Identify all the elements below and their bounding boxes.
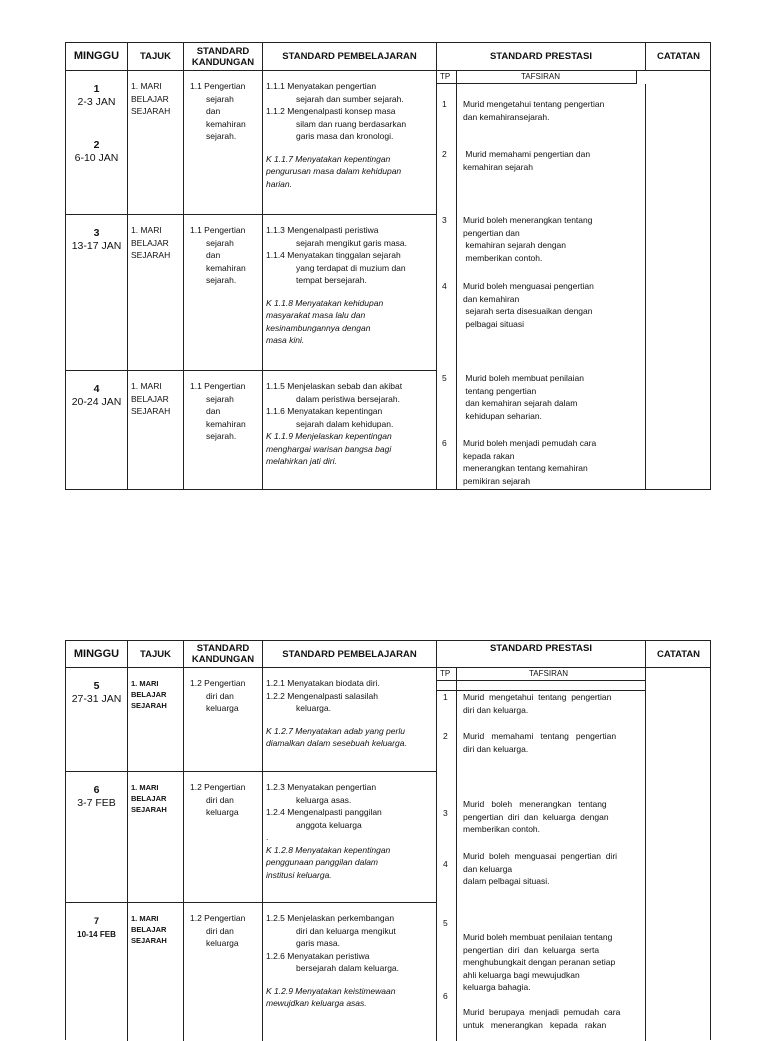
sk-line: keluarga <box>206 807 239 817</box>
tafsiran-column <box>457 681 646 691</box>
tafsiran-line: Murid boleh menjadi pemudah cara <box>463 438 597 448</box>
tp-level-number: 4 <box>443 859 448 869</box>
sp-gap <box>266 715 433 725</box>
tafsiran-line: Murid boleh menerangkan tentang <box>463 799 607 809</box>
week-cell <box>66 371 128 490</box>
week-date: 3-7 FEB <box>77 797 116 809</box>
sp-line: 1.1.3 Mengenalpasti peristiwa <box>266 225 379 235</box>
tafsiran-line: dalam pelbagai situasi. <box>463 876 550 886</box>
tafsiran-label: TAFSIRAN <box>521 72 560 81</box>
tp-label: TP <box>440 72 451 81</box>
tajuk-line: 1. MARI <box>131 783 159 792</box>
tajuk-cell <box>128 772 184 903</box>
tafsiran-description <box>463 280 641 330</box>
tafsiran-line: pengertian dan <box>463 227 520 238</box>
tafsiran-line: Murid mengetahui tentang pengertian <box>463 99 605 109</box>
sk-line: kemahiran <box>206 418 246 429</box>
sk-line: kemahiran <box>206 262 246 273</box>
tajuk-line: SEJARAH <box>131 106 171 116</box>
sp-line: harian. <box>266 178 292 189</box>
sp-line: menghargai warisan bangsa bagi <box>266 443 392 454</box>
tajuk-line: BELAJAR <box>131 925 167 934</box>
sp-line: keluarga. <box>296 703 331 713</box>
tafsiran-line: tentang pengertian <box>463 385 537 396</box>
tafsiran-line: diri dan keluarga. <box>463 704 529 715</box>
week-number: 6 <box>93 784 100 796</box>
tajuk-line: SEJARAH <box>131 805 167 814</box>
sk-line: 1.2 Pengertian <box>190 913 246 923</box>
tajuk-line: BELAJAR <box>131 93 169 104</box>
sp-gap <box>266 975 433 985</box>
tp-column <box>437 84 457 490</box>
tafsiran-description <box>463 798 641 836</box>
tafsiran-line: Murid boleh menerangkan tentang <box>463 215 593 225</box>
standard-pembelajaran-cell <box>263 215 437 371</box>
week-cell <box>66 215 128 371</box>
week-date: 10-14 FEB <box>77 930 116 939</box>
tajuk-line: SEJARAH <box>131 701 167 710</box>
tafsiran-description <box>463 730 641 755</box>
header-sk-line1: STANDARD <box>196 643 250 654</box>
week-number: 2 <box>93 139 100 151</box>
tafsiran-description <box>463 372 641 422</box>
standard-kandungan-cell <box>184 371 263 490</box>
week-number: 3 <box>93 227 100 239</box>
header-sk-line1: STANDARD <box>196 45 250 57</box>
tafsiran-description <box>463 1006 641 1031</box>
tp-level-number: 2 <box>443 731 448 741</box>
tajuk-line: BELAJAR <box>131 794 167 803</box>
header-standard-kandungan <box>184 43 263 71</box>
tafsiran-line: Murid memahami pengertian dan <box>463 149 591 159</box>
tafsiran-line: memberikan contoh. <box>463 252 543 263</box>
tafsiran-line: pelbagai situasi <box>463 318 524 329</box>
tafsiran-description <box>463 931 641 994</box>
tp-level-number: 1 <box>443 692 448 702</box>
header-sk-line2: KANDUNGAN <box>191 56 255 68</box>
tajuk-cell <box>128 903 184 1041</box>
week-number: 1 <box>93 83 100 95</box>
tp-level-number: 5 <box>443 918 448 928</box>
tp-level-number: 1 <box>442 99 447 109</box>
sp-line: diri dan keluarga mengikut <box>296 925 396 936</box>
week-date: 2-3 JAN <box>77 96 116 108</box>
sk-line: sejarah. <box>206 131 237 141</box>
sk-line: 1.1 Pengertian <box>190 225 246 235</box>
sp-line: diamalkan dalam sesebuah keluarga. <box>266 738 407 748</box>
header-minggu: MINGGU <box>66 641 128 668</box>
tajuk-line: BELAJAR <box>131 237 169 248</box>
header-catatan: CATATAN <box>646 641 711 668</box>
sk-line: sejarah. <box>206 275 237 285</box>
week-number: 4 <box>93 383 100 395</box>
header-sk-line2: KANDUNGAN <box>191 654 255 665</box>
header-standard-pembelajaran: STANDARD PEMBELAJARAN <box>263 43 437 71</box>
sk-line: kemahiran <box>206 118 246 129</box>
week-cell <box>66 772 128 903</box>
tafsiran-line: ahli keluarga bagi mewujudkan <box>463 969 580 980</box>
sp-line: anggota keluarga <box>296 819 362 830</box>
standard-kandungan-cell <box>184 215 263 371</box>
sp-line: 1.1.2 Mengenalpasti konsep masa <box>266 106 396 116</box>
standard-pembelajaran-cell <box>263 71 437 215</box>
sp-line: masa kini. <box>266 335 305 345</box>
tafsiran-line: keluarga bahagia. <box>463 982 531 992</box>
week-date: 6-10 JAN <box>74 152 119 164</box>
tajuk-line: BELAJAR <box>131 393 169 404</box>
tp-level-number: 3 <box>443 808 448 818</box>
tp-label: TP <box>440 669 451 678</box>
sp-line: pengurusan masa dalam kehidupan <box>266 166 402 176</box>
tajuk-line: 1. MARI <box>131 381 162 391</box>
header-catatan: CATATAN <box>646 43 711 71</box>
sp-line: 1.1.6 Menyatakan kepentingan <box>266 406 383 416</box>
tafsiran-header <box>457 71 637 84</box>
tajuk-line: 1. MARI <box>131 679 159 688</box>
tajuk-line: 1. MARI <box>131 81 162 91</box>
tp-column <box>437 681 457 691</box>
sp-line: K 1.2.9 Menyatakan keistimewaan <box>266 985 396 996</box>
catatan-column <box>646 71 711 490</box>
sp-line: masyarakat masa lalu dan <box>266 310 366 320</box>
sp-line: penggunaan panggilan dalam <box>266 857 379 867</box>
sk-line: diri dan <box>206 690 234 701</box>
week-number: 5 <box>93 680 100 692</box>
sp-line: 1.2.3 Menyatakan pengertian <box>266 782 377 792</box>
sk-line: 1.1 Pengertian <box>190 381 246 391</box>
tp-header <box>437 668 457 681</box>
sk-line: sejarah <box>206 237 234 248</box>
sp-line: 1.2.2 Mengenalpasti salasilah <box>266 690 378 701</box>
week-number: 7 <box>93 916 99 926</box>
tafsiran-line: Murid boleh membuat penilaian tentang <box>463 932 613 942</box>
tafsiran-line: pemikiran sejarah <box>463 475 531 486</box>
tafsiran-line: menghubungkait dengan peranan setiap <box>463 957 616 967</box>
sp-line: yang terdapat di muzium dan <box>296 262 406 273</box>
tp-level-number: 4 <box>442 281 447 291</box>
sp-line: 1.2.4 Mengenalpasti panggilan <box>266 807 382 817</box>
tafsiran-description <box>463 98 641 123</box>
standard-kandungan-cell <box>184 668 263 772</box>
tafsiran-description <box>463 850 641 888</box>
header-tajuk: TAJUK <box>128 641 184 668</box>
sk-line: dan <box>206 250 221 260</box>
sp-line: 1.1.5 Menjelaskan sebab dan akibat <box>266 381 403 391</box>
sp-line: tempat bersejarah. <box>296 275 367 285</box>
sp-line: institusi keluarga. <box>266 869 332 880</box>
sp-line: K 1.1.8 Menyatakan kehidupan <box>266 297 384 308</box>
tafsiran-line: kepada rakan <box>463 450 515 461</box>
tafsiran-line: kemahiran sejarah <box>463 161 533 172</box>
tafsiran-line: Murid berupaya menjadi pemudah cara <box>463 1007 621 1017</box>
tp-header <box>437 71 457 84</box>
sk-line: sejarah <box>206 393 234 404</box>
tajuk-line: SEJARAH <box>131 406 171 416</box>
tajuk-line: 1. MARI <box>131 225 162 235</box>
header-standard-prestasi: STANDARD PRESTASI <box>437 641 646 668</box>
standard-pembelajaran-cell <box>263 668 437 772</box>
header-tajuk: TAJUK <box>128 43 184 71</box>
tafsiran-line: menerangkan tentang kemahiran <box>463 463 588 473</box>
sk-line: dan <box>206 106 221 116</box>
sp-line: bersejarah dalam keluarga. <box>296 963 400 973</box>
tafsiran-line: dan kemahiran sejarah dalam <box>463 398 578 408</box>
standard-pembelajaran-cell <box>263 772 437 903</box>
sp-line: mewujdkan keluarga asas. <box>266 998 367 1008</box>
standard-kandungan-cell <box>184 903 263 1041</box>
sp-line: . <box>266 832 269 842</box>
tajuk-line: BELAJAR <box>131 690 167 699</box>
tafsiran-line: pengertian diri dan keluarga dengan <box>463 811 609 822</box>
tafsiran-line: Murid boleh menguasai pengertian <box>463 281 594 291</box>
sp-line: K 1.1.9 Menjelaskan kepentingan <box>266 431 392 441</box>
sp-line: kesinambungannya dengan <box>266 322 371 333</box>
tajuk-cell <box>128 215 184 371</box>
tafsiran-line: sejarah serta disesuaikan dengan <box>463 306 593 316</box>
header-minggu: MINGGU <box>66 43 128 71</box>
sp-line: 1.1.4 Menyatakan tinggalan sejarah <box>266 250 401 260</box>
sp-line: sejarah dan sumber sejarah. <box>296 93 404 104</box>
week-cell <box>66 668 128 772</box>
header-standard-kandungan <box>184 641 263 668</box>
tafsiran-line: memberikan contoh. <box>463 824 541 834</box>
sp-line: K 1.2.8 Menyatakan kepentingan <box>266 844 391 855</box>
sp-line: dalam peristiwa bersejarah. <box>296 393 400 404</box>
sp-line: 1.2.1 Menyatakan biodata diri. <box>266 678 380 688</box>
tajuk-cell <box>128 371 184 490</box>
tajuk-cell <box>128 668 184 772</box>
sp-line: K 1.2.7 Menyatakan adab yang perlu <box>266 725 405 736</box>
catatan-column <box>646 668 711 1041</box>
sk-line: 1.1 Pengertian <box>190 81 246 91</box>
tajuk-cell <box>128 71 184 215</box>
standard-kandungan-cell <box>184 772 263 903</box>
tafsiran-line: untuk menerangkan kepada rakan <box>463 1019 607 1030</box>
tafsiran-description <box>463 148 641 173</box>
sp-line: garis masa. <box>296 938 340 948</box>
sp-gap <box>266 287 433 297</box>
sp-line: sejarah dalam kehidupan. <box>296 418 394 429</box>
tafsiran-line: dan kemahiransejarah. <box>463 111 550 122</box>
standard-kandungan-cell <box>184 71 263 215</box>
sk-line: sejarah <box>206 93 234 104</box>
sp-line: melahirkan jati diri. <box>266 456 337 466</box>
sp-line: K 1.1.7 Menyatakan kepentingan <box>266 153 391 164</box>
tafsiran-line: diri dan keluarga. <box>463 743 529 754</box>
tajuk-line: 1. MARI <box>131 914 159 923</box>
sk-line: diri dan <box>206 794 234 805</box>
sk-line: keluarga <box>206 703 239 713</box>
tafsiran-line: Murid memahami tentang pengertian <box>463 731 617 741</box>
tajuk-line: SEJARAH <box>131 936 167 945</box>
sp-line: 1.1.1 Menyatakan pengertian <box>266 81 377 91</box>
standard-pembelajaran-cell <box>263 371 437 490</box>
tafsiran-line: Murid boleh membuat penilaian <box>463 373 584 383</box>
tafsiran-line: Murid mengetahui tentang pengertian <box>463 692 612 702</box>
week-date: 27-31 JAN <box>71 693 122 705</box>
week-cell <box>66 903 128 1041</box>
header-standard-pembelajaran: STANDARD PEMBELAJARAN <box>263 641 437 668</box>
sp-line: keluarga asas. <box>296 794 352 805</box>
tp-level-number: 3 <box>442 215 447 225</box>
tp-level-number: 6 <box>442 438 447 448</box>
tafsiran-description <box>463 214 641 264</box>
tafsiran-label: TAFSIRAN <box>529 669 568 678</box>
sp-line: 1.2.6 Menyatakan peristiwa <box>266 950 370 961</box>
tafsiran-line: Murid boleh menguasai pengertian diri <box>463 851 618 861</box>
sp-line: silam dan ruang berdasarkan <box>296 118 407 129</box>
sp-line: 1.2.5 Menjelaskan perkembangan <box>266 913 395 923</box>
rpt-table-2 <box>65 640 711 1040</box>
tafsiran-line: dan keluarga <box>463 863 513 874</box>
tp-level-number: 6 <box>443 991 448 1001</box>
sp-gap <box>266 143 433 153</box>
sk-line: 1.2 Pengertian <box>190 678 246 688</box>
standard-pembelajaran-cell <box>263 903 437 1041</box>
week-date: 13-17 JAN <box>71 240 122 252</box>
tafsiran-description <box>463 691 641 716</box>
tajuk-line: SEJARAH <box>131 250 171 260</box>
sk-line: 1.2 Pengertian <box>190 782 246 792</box>
sk-line: sejarah. <box>206 431 237 441</box>
tp-level-number: 2 <box>442 149 447 159</box>
tafsiran-line: kemahiran sejarah dengan <box>463 240 567 250</box>
tafsiran-description <box>463 437 641 487</box>
tp-level-number: 5 <box>442 373 447 383</box>
sp-line: garis masa dan kronologi. <box>296 131 394 141</box>
tafsiran-line: kehidupan seharian. <box>463 410 542 421</box>
week-cell <box>66 71 128 215</box>
week-date: 20-24 JAN <box>71 396 122 408</box>
rpt-table-1 <box>65 42 711 490</box>
tafsiran-line: pengertian diri dan keluarga serta <box>463 944 600 955</box>
sp-line: sejarah mengikut garis masa. <box>296 237 408 248</box>
tafsiran-line: dan kemahiran <box>463 293 520 304</box>
tafsiran-header <box>457 668 646 681</box>
sk-line: keluarga <box>206 938 239 948</box>
sk-line: diri dan <box>206 925 234 936</box>
header-standard-prestasi: STANDARD PRESTASI <box>437 43 646 71</box>
sk-line: dan <box>206 406 221 416</box>
